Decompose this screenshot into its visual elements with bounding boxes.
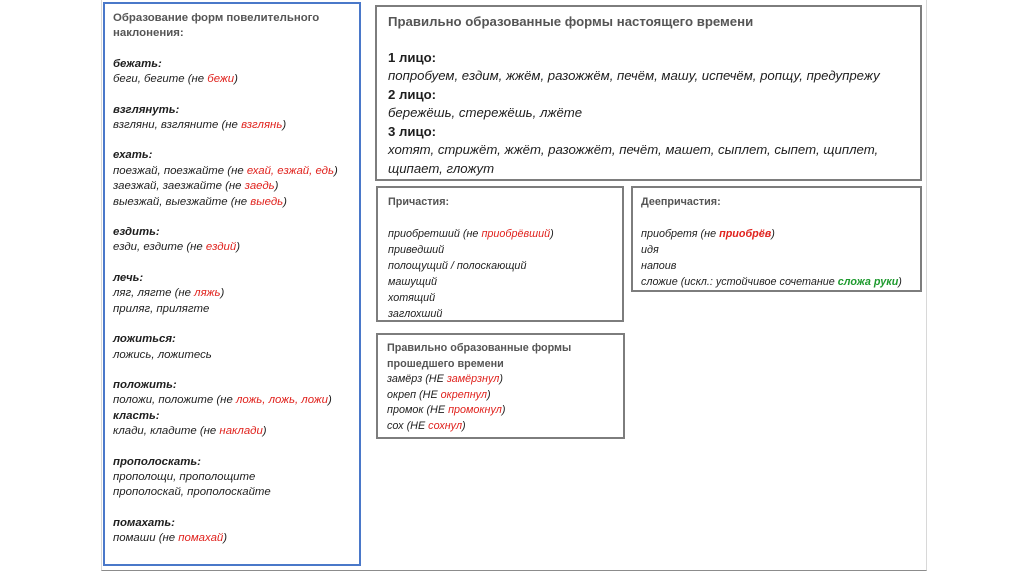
entry-bezhat [113, 57, 351, 88]
first-person-label: 1 лицо: [388, 49, 437, 65]
participle-line: полощущий / полоскающий [388, 260, 527, 272]
form-line: беги, бегите (не бежи) [113, 73, 238, 86]
form-line: помаши (не помахай) [113, 532, 228, 545]
verb-heading: положить: [113, 378, 177, 391]
form-line: ляг, лягте (не ляжь) [113, 287, 225, 300]
verb-heading: класть: [113, 409, 160, 422]
form-line: положи, положите (не ложь, ложь, ложи) [113, 394, 332, 407]
entry-polozhit [113, 378, 351, 409]
form-line: заезжай, заезжайте (не заедь) [113, 180, 279, 193]
participle-line: заглохший [388, 308, 443, 320]
past-line: окреп (НЕ окрепнул) [387, 388, 491, 401]
verb-heading: взглянуть: [113, 103, 180, 116]
form-line: поезжай, поезжайте (не ехай, езжай, едь) [113, 164, 338, 177]
participles-box [376, 186, 624, 322]
verb-heading: лечь: [113, 271, 144, 284]
form-line: взгляни, взгляните (не взглянь) [113, 119, 287, 132]
third-person-label: 3 лицо: [388, 123, 437, 139]
gerunds-box [631, 186, 922, 292]
entry-propoloskat [113, 455, 351, 501]
verb-heading: ложиться: [113, 333, 176, 346]
present-title: Правильно образованные формы настоящего времени [388, 14, 754, 29]
form-line: прополощи, прополощите [113, 470, 256, 483]
third-person-forms: хотят, стрижёт, жжёт, разожжёт, печёт, машет, сыплет, сыпет, щиплет, [388, 142, 879, 157]
verb-heading: ездить: [113, 226, 160, 239]
past-line: промок (НЕ промокнул) [387, 404, 506, 417]
verb-heading: прополоскать: [113, 455, 201, 468]
first-person-forms: попробуем, ездим, жжём, разожжём, печём, машу, испечём, ропщу, предупрежу [388, 68, 880, 83]
verb-heading: помахать: [113, 516, 175, 529]
entry-ekhat [113, 148, 351, 210]
gerund-line: приобретя (не приобрёв) [641, 228, 775, 240]
participle-line: хотящий [388, 292, 436, 304]
imperative-title: Образование форм повелительного наклонения: [113, 12, 320, 40]
imperative-forms-box [103, 2, 361, 566]
past-tense-box [376, 333, 625, 439]
form-line: клади, кладите (не наклади) [113, 425, 267, 438]
entry-lozhitsya [113, 332, 351, 363]
third-person-forms-cont: щипает, гложут [388, 160, 495, 176]
entry-klast [113, 409, 351, 440]
gerunds-title: Деепричастия: [641, 196, 721, 208]
form-line: выезжай, выезжайте (не выедь) [113, 195, 287, 208]
form-line: ложись, ложитесь [113, 348, 212, 361]
gerund-line: напоив [641, 260, 677, 272]
entry-pomakhat [113, 516, 351, 547]
participles-title: Причастия: [388, 196, 450, 208]
participle-line: приведший [388, 244, 445, 256]
gerund-line: сложие (искл.: устойчивое сочетание сложа руки) [641, 276, 902, 288]
entry-vzglyanut [113, 103, 351, 134]
form-line: езди, ездите (не ездий) [113, 241, 241, 254]
second-person-forms: бережёшь, стережёшь, лжёте [388, 105, 583, 120]
present-tense-box [375, 5, 922, 181]
second-person-label: 2 лицо: [388, 86, 437, 102]
participle-line: приобретший (не приобрёвший) [388, 228, 554, 240]
form-line: приляг, прилягте [113, 302, 210, 315]
participle-line: машущий [388, 276, 437, 288]
past-line: сох (НЕ сохнул) [387, 419, 466, 432]
form-line: прополоскай, прополоскайте [113, 486, 271, 499]
entry-ezdit [113, 225, 351, 256]
entry-lech [113, 271, 351, 317]
past-line: замёрз (НЕ замёрзнул) [387, 373, 503, 386]
past-title: Правильно образованные формы прошедшего времени [387, 342, 572, 370]
gerund-line: идя [641, 244, 659, 256]
verb-heading: бежать: [113, 57, 162, 70]
verb-heading: ехать: [113, 149, 153, 162]
